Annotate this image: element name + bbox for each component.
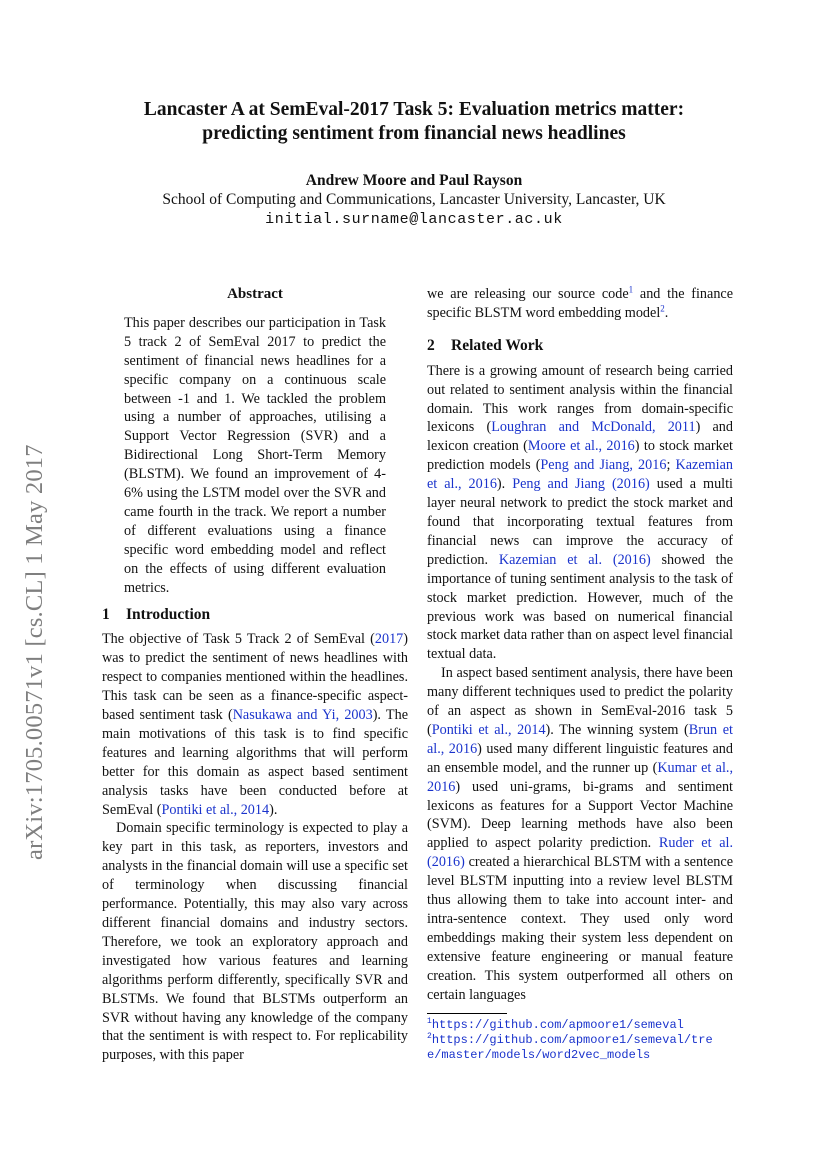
section-number: 2	[427, 336, 435, 354]
citation-link[interactable]: Kazemian et al. (2016)	[498, 551, 651, 568]
text-run: ). The main motivations of this task is to find specific features and learning algorithms that will perform better for this domain as aspect based sentiment analysis tasks have been conducted before at SemEval (	[102, 707, 408, 818]
right-column	[427, 285, 733, 1063]
citation-link[interactable]: Pontiki et al., 2014	[161, 801, 270, 818]
text-run: we are releasing our source code	[427, 286, 629, 302]
text-run: used a multi layer neural network to predict the stock market and found that incorporating textual features from financial news can improve the accuracy of prediction.	[427, 476, 733, 568]
footnote-mark: 2	[427, 1031, 432, 1041]
section-heading-related-work	[427, 337, 733, 356]
text-run: There is a growing amount of research being carried out related to sentiment analysis within the financial domain. This work ranges from domain-specific lexicons (	[427, 362, 733, 436]
text-run: ) to stock market prediction models (	[427, 438, 733, 474]
text-run: The objective of Task 5 Track 2 of SemEval (	[102, 631, 375, 648]
citation-link[interactable]: Loughran and McDonald, 2011	[491, 419, 696, 436]
citation-link[interactable]: Ruder et al. (2016)	[427, 835, 734, 871]
text-run: ;	[666, 457, 676, 474]
text-run: ) used uni-grams, bi-grams and sentiment lexicons as features for a Support Vector Machine (SVM). Deep learning methods have also been applied to aspect polarity prediction.	[427, 778, 733, 852]
section-title: Related Work	[451, 336, 544, 354]
related-paragraph-1	[427, 362, 733, 665]
text-run: .	[664, 304, 669, 321]
text-run: ).	[496, 476, 513, 493]
citation-link[interactable]: Kazemian et al., 2016	[427, 457, 733, 493]
affiliation: School of Computing and Communications, Lancaster University, Lancaster, UK	[162, 191, 666, 208]
footnote-divider	[427, 1013, 507, 1014]
text-run: created a hierarchical BLSTM with a sentence level BLSTM inputting into a review level BLSTM thus allowing them to take into account inter- and intra-sentence context. They used only word embeddings making their system less dependent on extensive feature engineering or manual feature creation. This system outperformed all others on certain languages	[427, 854, 733, 1003]
title-line-2: predicting sentiment from financial news headlines	[202, 123, 626, 144]
abstract-heading: Abstract	[227, 286, 283, 302]
text-run: ). The winning system (	[545, 721, 689, 738]
intro-paragraph-1	[102, 630, 408, 819]
text-run: showed the importance of tuning sentiment analysis to the task of stock market prediction. However, much of the previous work was based on numerical financial stock market data rather than on aspect level financial textual data.	[427, 551, 733, 663]
footnote-2	[427, 1033, 733, 1063]
text-run: and the finance specific BLSTM word embedding model	[427, 286, 734, 321]
title-line-1: Lancaster A at SemEval-2017 Task 5: Evaluation metrics matter:	[143, 99, 685, 120]
footnote-link[interactable]: https://github.com/apmoore1/semeval/tree/master/models/word2vec_models	[427, 1032, 713, 1062]
section-heading-introduction	[102, 606, 408, 625]
footnote-mark: 1	[427, 1016, 432, 1026]
abstract-text: This paper describes our participation in Task 5 track 2 of SemEval 2017 to predict the sentiment of financial news headlines for a specific company on a continuous scale between -1 and 1. We tackled the problem using a number of approaches, utilising a Support Vector Regression (SVR) and a Bidirectional Long Short-Term Memory (BLSTM). We found an improvement of 4-6% using the LSTM model over the SVR and came fourth in the track. We report a number of different evaluations using a finance specific word embedding model and reflect on the effects of using different evaluation metrics.	[124, 314, 386, 596]
citation-link[interactable]: Nasukawa and Yi, 2003	[232, 707, 373, 724]
citation-link[interactable]: Peng and Jiang (2016)	[512, 476, 650, 493]
citation-link[interactable]: 2017	[374, 631, 404, 648]
footnote-1	[427, 1018, 733, 1033]
text-run: ) was to predict the sentiment of news headlines with respect to companies mentioned within the headlines. This task can be seen as a finance-specific aspect-based sentiment task (	[102, 631, 408, 724]
arxiv-side-stamp: arXiv:1705.00571v1 [cs.CL] 1 May 2017	[21, 444, 48, 860]
section-number: 1	[102, 605, 110, 623]
citation-link[interactable]: Brun et al., 2016	[427, 721, 733, 757]
authors: Andrew Moore and Paul Rayson	[305, 172, 523, 189]
left-column	[102, 285, 408, 1065]
footnote-marker[interactable]: 2	[660, 303, 665, 314]
footnote-link[interactable]: https://github.com/apmoore1/semeval	[431, 1017, 684, 1032]
citation-link[interactable]: Peng and Jiang, 2016	[540, 457, 667, 474]
text-run: ) used many different linguistic features and an ensemble model, and the runner up (	[427, 740, 733, 776]
text-run: ).	[269, 801, 278, 818]
text-run: In aspect based sentiment analysis, there have been many different techniques used to predict the polarity of an aspect as shown in SemEval-2016 task 5 (	[427, 665, 733, 738]
related-paragraph-2	[427, 664, 733, 1004]
section-title: Introduction	[126, 605, 211, 623]
citation-link[interactable]: Pontiki et al., 2014	[431, 721, 546, 738]
citation-link[interactable]: Moore et al., 2016	[527, 438, 635, 455]
intro-paragraph-2: Domain specific terminology is expected to play a key part in this task, as reporters, investors and analysts in the financial domain will use a specific set of terminology when discussing financial performance. Potentially, this may also vary across different financial domains and industry sectors. Therefore, we took an exploratory approach and investigated how various features and learning algorithms perform differently, specifically SVR and BLSTMs. We found that BLSTMs outperform an SVR without having any knowledge of the company that the sentiment is with respect to. For replicability purposes, with this paper	[102, 820, 408, 1064]
intro-continuation	[427, 285, 733, 323]
footnote-marker[interactable]: 1	[628, 284, 634, 295]
author-email: initial.surname@lancaster.ac.uk	[265, 211, 563, 228]
text-run: ) and lexicon creation (	[427, 419, 733, 455]
paper-title	[60, 98, 768, 146]
citation-link[interactable]: Kumar et al., 2016	[427, 759, 734, 795]
